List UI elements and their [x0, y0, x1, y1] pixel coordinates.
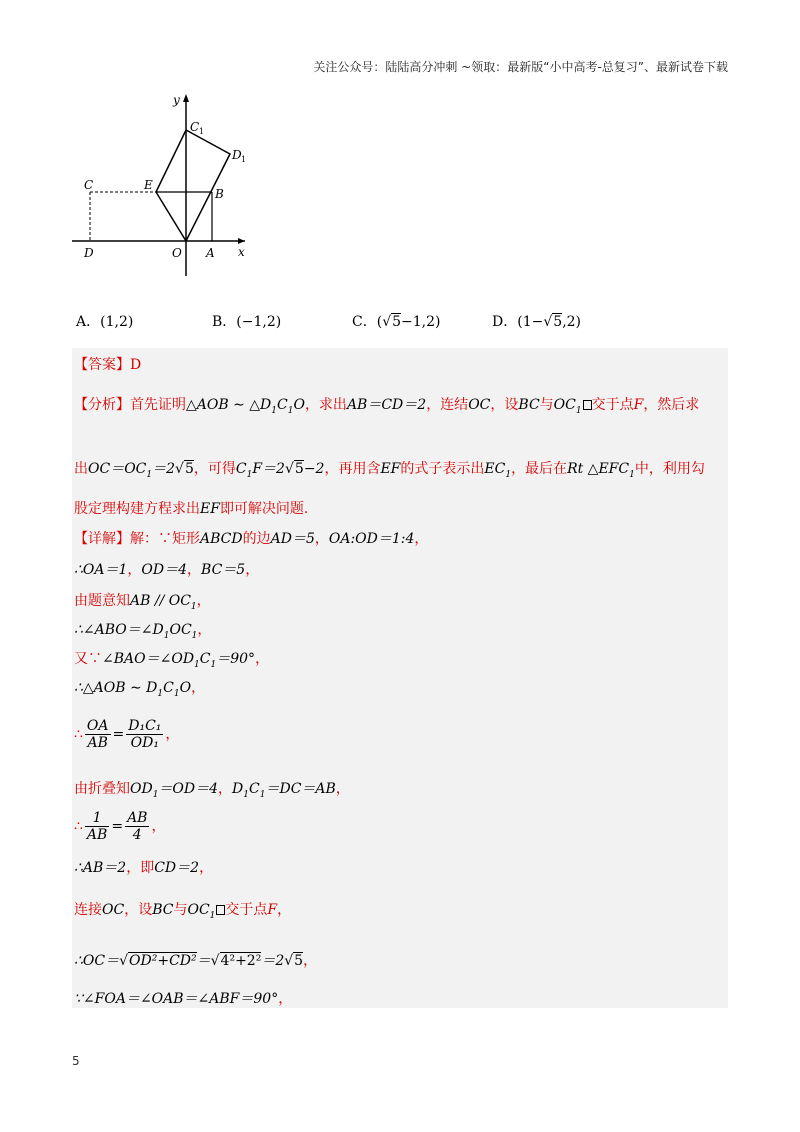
fraction-1-ab: $\frac{1}{AB}$: [86, 810, 108, 843]
fraction-d1c1-od1: $\frac{\text{D₁C₁}}{\text{OD₁}}$: [128, 718, 162, 751]
label-a: A: [206, 246, 215, 260]
label-c1: C: [190, 120, 200, 134]
detail-line-11: 连接OC，设BC与$OC_1$ 交于点F，: [74, 902, 292, 921]
x-axis-arrow: [238, 238, 245, 244]
geometry-figure: [70, 86, 270, 282]
detail-line-12: ∴OC＝√OD²+CD²＝√4²+2²＝2√5，: [74, 953, 318, 969]
label-e: E: [144, 178, 153, 192]
detail-line-7: ∴ $\frac{OA}{AB}$ = $\frac{\text{D₁C₁}}{\text{OD₁}}$ ，: [74, 718, 180, 751]
fraction-ab-4: $\frac{AB}{4}$: [127, 810, 148, 843]
page-number: 5: [72, 1054, 80, 1068]
option-d: D．(1−√5,2): [492, 314, 582, 330]
option-b: B．(−1,2): [212, 314, 282, 330]
detail-line-4: $\therefore\angle ABO=\angle D_1OC_1$，: [74, 622, 212, 641]
detail-line-5: 又$\because\angle BAO=\angle OD_1C_1=90^\circ$，: [74, 651, 270, 670]
label-x: x: [238, 245, 245, 259]
detail-line-10: ∴AB＝2，即CD＝2，: [74, 860, 214, 876]
option-a: A．(1,2): [76, 314, 134, 330]
label-d: D: [84, 246, 94, 260]
option-c: C．(√5−1,2): [352, 314, 441, 330]
answer-line: 【答案】D: [74, 357, 142, 373]
detail-line-13: ∵∠FOA＝∠OAB＝∠ABF＝90°，: [74, 991, 293, 1007]
label-o: O: [172, 246, 182, 260]
label-d1: D: [232, 148, 242, 162]
label-y: y: [173, 93, 180, 107]
label-c1-sub: 1: [199, 127, 205, 136]
label-d1-sub: 1: [241, 155, 247, 164]
detail-line-3: 由题意知AB // $OC_1$，: [74, 593, 211, 612]
label-b: B: [215, 187, 224, 201]
detail-line-6: ∴△AOB ∼ $D_1C_1O$，: [74, 680, 206, 699]
placeholder-box-icon: [583, 400, 592, 410]
detail-line-8: 由折叠知$OD_1=OD=4$，$D_1C_1=DC=AB$，: [74, 781, 350, 800]
analysis-line-1: 【分析】首先证明△AOB ∼ $\triangle D_1C_1O$，求出AB＝CD＝2，连结OC，设BC与$OC_1$ 交于点F，然后求: [74, 397, 700, 416]
label-c: C: [84, 178, 94, 192]
detail-line-2: ∴OA＝1，OD＝4，BC＝5，: [74, 562, 260, 578]
y-axis-arrow: [183, 94, 189, 102]
fraction-oa-ab: $\frac{OA}{AB}$: [86, 718, 109, 751]
coordinate-diagram: [70, 86, 270, 282]
analysis-line-2: 出$OC=OC_1=2√5$，可得$C_1F=2√5-2$，再用含EF的式子表示出$EC_1$，最后在Rt $\triangle EFC_1$中，利用勾: [74, 461, 705, 480]
detail-line-1: 【详解】解：∵矩形ABCD的边AD＝5，OA:OD＝1:4，: [74, 531, 429, 547]
detail-line-9: ∴ $\frac{1}{AB}$ = $\frac{AB}{4}$ ，: [74, 810, 166, 843]
page-header: 关注公众号：陆陆高分冲刺 ~领取：最新版“小中高考-总复习”、最新试卷下载: [313, 60, 728, 74]
analysis-line-3: 股定理构建方程求出EF即可解决问题.: [74, 501, 309, 517]
folded-shape: [156, 130, 230, 241]
